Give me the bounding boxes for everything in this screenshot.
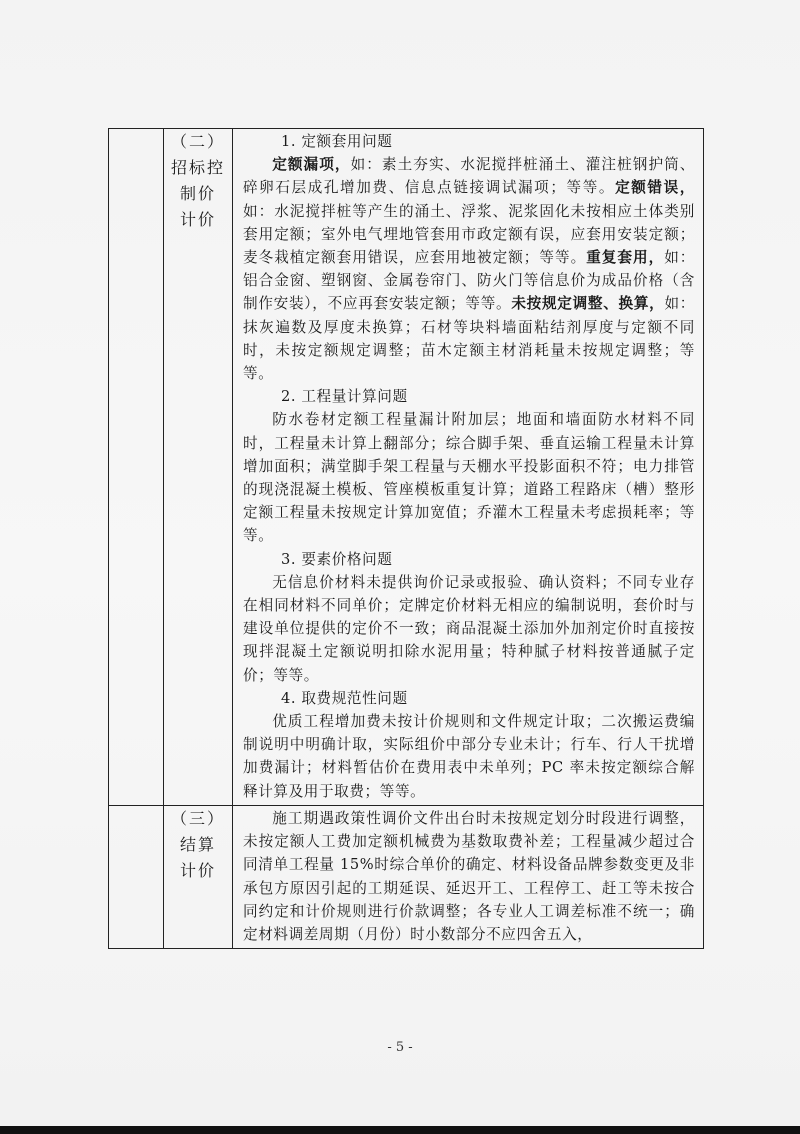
section-title-line: 制价 (179, 184, 216, 203)
section-title-line: 计价 (179, 210, 216, 229)
paragraph: 防水卷材定额工程量漏计附加层；地面和墙面防水材料不同时，工程量未计算上翻部分；综合脚手架、垂直运输工程量未计算增加面积；满堂脚手架工程量与天棚水平投影面积不符；电力排管的现浇混凝土模板、管座模板重复计算；道路工程路床（槽）整形定额工程量未按规定计算加宽值；乔灌木工程量未考虑损耗率；等等。 (243, 411, 695, 545)
subheading: 2. 工程量计算问题 (280, 388, 408, 406)
page-number: - 5 - (387, 1040, 413, 1055)
section-number: （二） (170, 132, 225, 151)
audit-table (108, 128, 704, 949)
bold-term: 重复套用， (586, 249, 665, 267)
empty-column-cell (109, 129, 164, 806)
paragraph-text: 如：铝合金窗、塑钢窗、金属卷帘门、防火门等信息价为成品价格（含制作安装），不应再套安装定额；等等。 (243, 249, 695, 313)
subheading: 3. 要素价格问题 (280, 550, 393, 568)
empty-column-cell (109, 805, 164, 948)
section-label-cell (164, 129, 233, 806)
table-row (109, 805, 704, 948)
paragraph (243, 153, 695, 385)
paragraph-text: 如：抹灰遍数及厚度未换算；石材等块料墙面粘结剂厚度与定额不同时，未按定额规定调整；苗木定额主材消耗量未按规定调整；等等。 (243, 295, 695, 383)
bold-term: 未按规定调整、换算， (511, 295, 665, 313)
paragraph-text: 如：素土夯实、水泥搅拌桩涌土、灌注桩钢护筒、碎卵石层成孔增加费、信息点链接调试漏项；等等。 (243, 156, 695, 197)
subheading: 1. 定额套用问题 (280, 133, 393, 150)
section-title-line: 结算 (179, 834, 216, 854)
paragraph: 优质工程增加费未按计价规则和文件规定计取；二次搬运费编制说明中明确计取，实际组价中部分专业未计；行车、行人干扰增加费漏计；材料暂估价在费用表中未单列；PC 率未按定额综合解释计算及用于取费；等等。 (243, 713, 695, 800)
table-row (109, 129, 704, 806)
section-number: （三） (170, 808, 225, 828)
scan-edge (0, 1126, 800, 1134)
bold-term: 定额漏项， (272, 156, 351, 174)
paragraph: 施工期遇政策性调价文件出台时未按规定划分时段进行调整，未按定额人工费加定额机械费为基数取费补差；工程量减少超过合同清单工程量 15%时综合单价的确定、材料设备品牌参数变更及非承包方原因引起的工期延误、延迟开工、工程停工、赶工等未按合同约定和计价规则进行价款调整；各专业人工调差标准不统一；确定材料调差周期（月份）时小数部分不应四舍五入， (243, 809, 695, 943)
section-content-cell (233, 805, 704, 948)
section-title-line: 计价 (179, 860, 216, 880)
bold-term: 定额错误， (615, 179, 695, 197)
section-label-cell (164, 805, 233, 948)
section-content-cell (233, 129, 704, 806)
subheading: 4. 取费规范性问题 (280, 689, 408, 707)
section-title-line: 招标控 (170, 158, 225, 177)
paragraph: 无信息价材料未提供询价记录或报验、确认资料；不同专业存在相同材料不同单价；定牌定价材料无相应的编制说明，套价时与建设单位提供的定价不一致；商品混凝土添加外加剂定价时直接按现拌混凝土定额说明扣除水泥用量；特种腻子材料按普通腻子定价；等等。 (243, 573, 695, 684)
paragraph-text: 如：水泥搅拌桩等产生的涌土、浮浆、泥浆固化未按相应土体类别套用定额；室外电气埋地管套用市政定额有误，应套用安装定额；麦冬栽植定额套用错误，应套用地被定额；等等。 (243, 202, 695, 267)
